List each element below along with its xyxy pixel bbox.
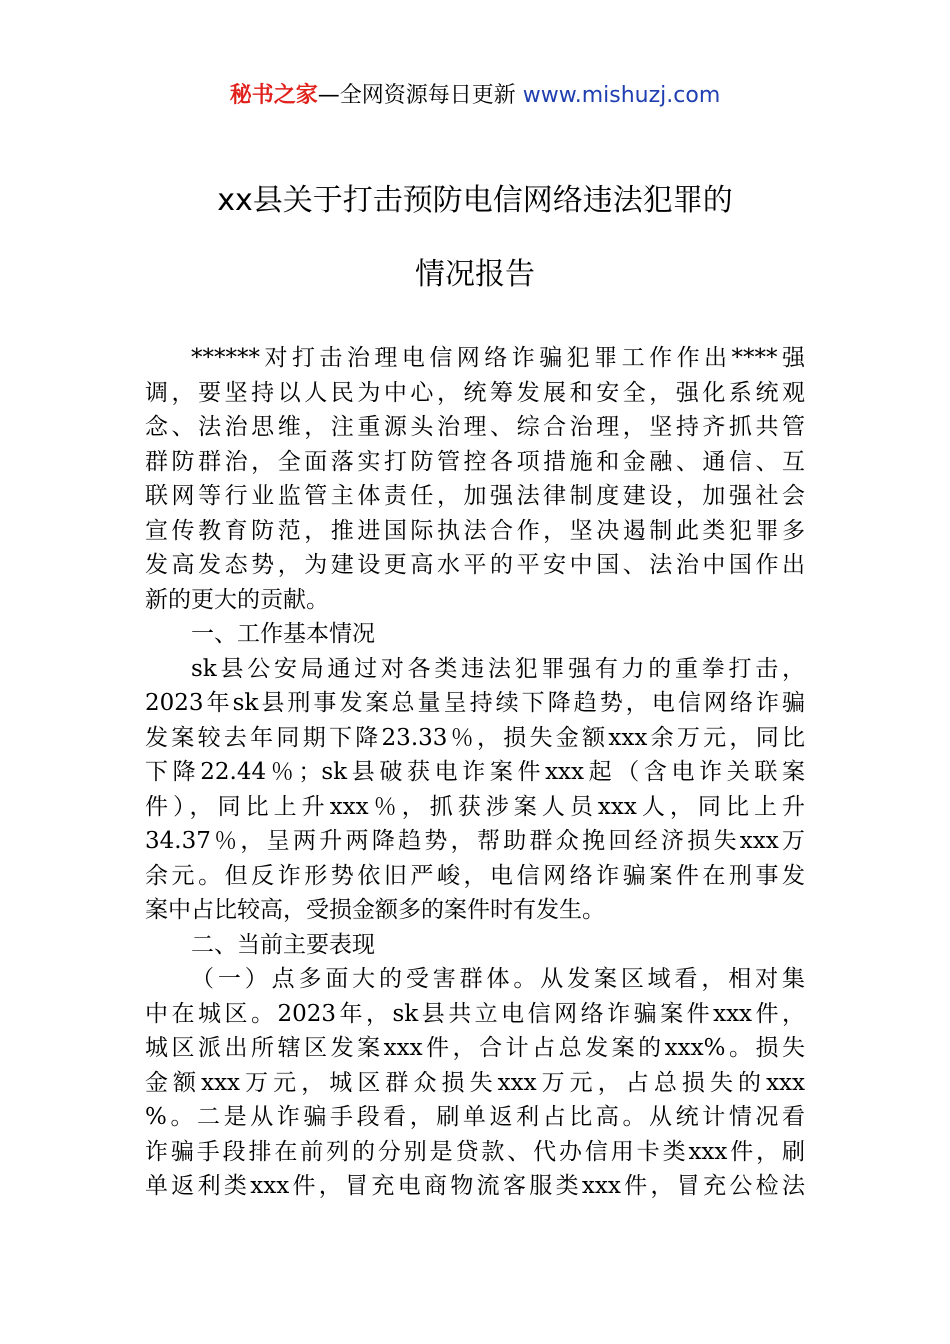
document-body bbox=[145, 341, 805, 1204]
body-line: 发案较去年同期下降23.33％，损失金额xxx余万元，同比 bbox=[145, 724, 805, 751]
body-line: 件），同比上升xxx％，抓获涉案人员xxx人，同比上升 bbox=[145, 793, 805, 820]
body-line: 发高发态势，为建设更高水平的平安中国、法治中国作出 bbox=[145, 552, 805, 578]
body-line: %。二是从诈骗手段看，刷单返利占比高。从统计情况看 bbox=[145, 1104, 805, 1130]
body-line: 下降22.44％；sk县破获电诈案件xxx起（含电诈关联案 bbox=[145, 759, 805, 785]
body-line: ******对打击治理电信网络诈骗犯罪工作作出****强 bbox=[191, 345, 805, 371]
site-tagline: —全网资源每日更新 bbox=[317, 83, 516, 108]
body-line: 宣传教育防范，推进国际执法合作，坚决遏制此类犯罪多 bbox=[145, 517, 805, 544]
site-brand: 秘书之家 bbox=[229, 83, 318, 108]
body-line: 单返利类xxx件，冒充电商物流客服类xxx件，冒充公检法 bbox=[145, 1173, 805, 1199]
body-line: sk县公安局通过对各类违法犯罪强有力的重拳打击， bbox=[191, 655, 805, 682]
body-line: 调，要坚持以人民为中心，统筹发展和安全，强化系统观 bbox=[145, 379, 805, 406]
body-line: 余元。但反诈形势依旧严峻，电信网络诈骗案件在刑事发 bbox=[145, 862, 805, 889]
body-line: 念、法治思维，注重源头治理、综合治理，坚持齐抓共管 bbox=[145, 414, 805, 440]
document-title bbox=[100, 178, 850, 326]
title-line-1: xx县关于打击预防电信网络违法犯罪的 bbox=[217, 183, 733, 218]
body-line: 联网等行业监管主体责任，加强法律制度建设，加强社会 bbox=[145, 483, 805, 509]
body-line: 34.37％，呈两升两降趋势，帮助群众挽回经济损失xxx万 bbox=[145, 828, 805, 854]
title-line-2: 情况报告 bbox=[415, 257, 535, 292]
body-line: 诈骗手段排在前列的分别是贷款、代办信用卡类xxx件，刷 bbox=[145, 1138, 805, 1165]
body-line: 2023年sk县刑事发案总量呈持续下降趋势，电信网络诈骗 bbox=[145, 690, 805, 716]
body-line: 新的更大的贡献。 bbox=[145, 586, 329, 613]
section-heading: 二、当前主要表现 bbox=[191, 931, 375, 958]
site-url-link[interactable]: www.mishuzj.com bbox=[522, 83, 721, 108]
body-line: 群防群治，全面落实打防管控各项措施和金融、通信、互 bbox=[145, 448, 805, 475]
body-line: 中在城区。2023年，sk县共立电信网络诈骗案件xxx件， bbox=[145, 1000, 805, 1027]
body-line: 案中占比较高，受损金额多的案件时有发生。 bbox=[145, 897, 605, 923]
section-heading: 一、工作基本情况 bbox=[191, 621, 375, 647]
site-header bbox=[0, 80, 950, 112]
body-line: 金额xxx万元，城区群众损失xxx万元，占总损失的xxx bbox=[145, 1069, 805, 1096]
body-line: （一）点多面大的受害群体。从发案区域看，相对集 bbox=[191, 966, 805, 992]
body-line: 城区派出所辖区发案xxx件，合计占总发案的xxx%。损失 bbox=[145, 1035, 805, 1061]
